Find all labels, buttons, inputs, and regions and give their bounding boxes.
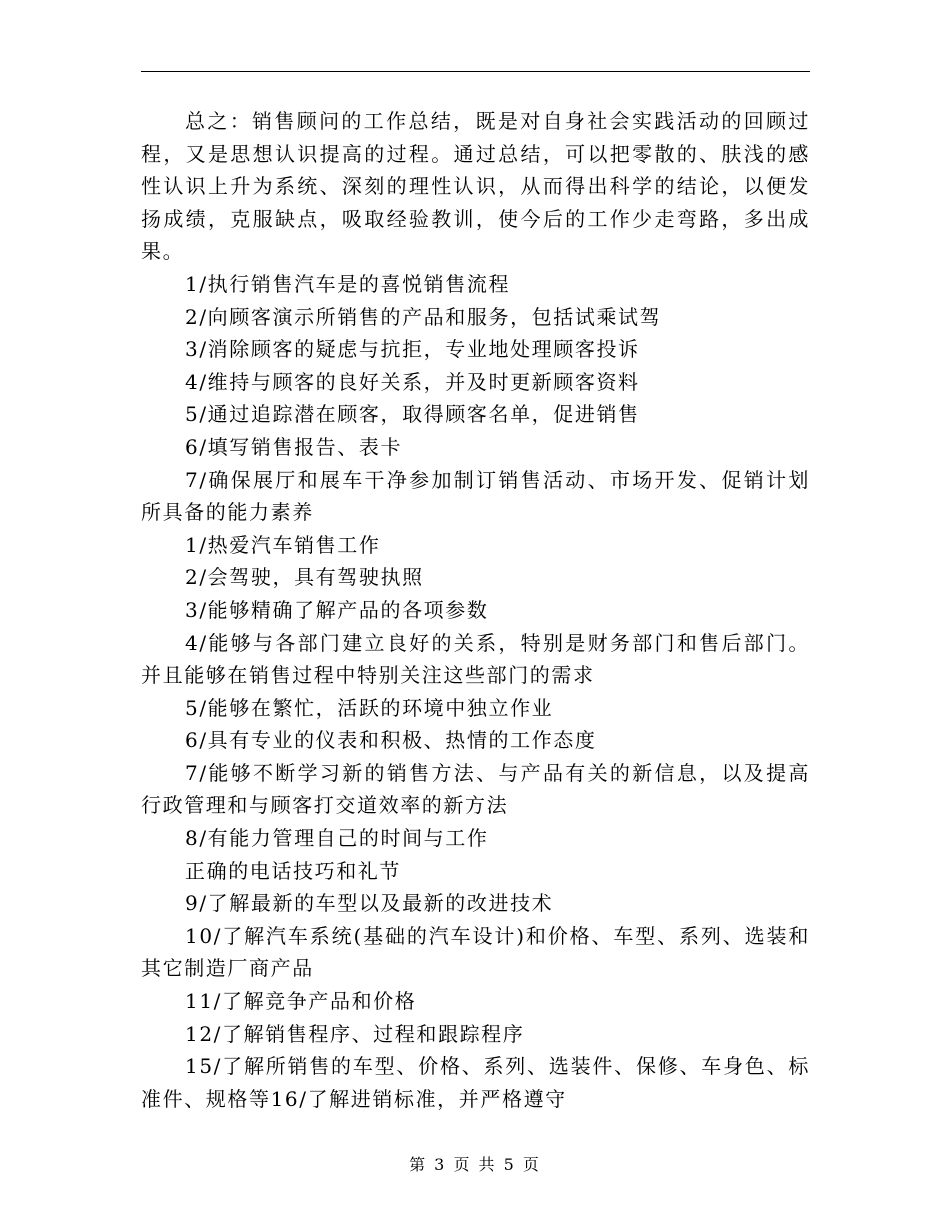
list-item: 1/热爱汽车销售工作 <box>185 532 381 557</box>
list-item: 8/有能力管理自己的时间与工作 <box>185 826 489 851</box>
list-item: 6/具有专业的仪表和积极、热情的工作态度 <box>185 728 597 753</box>
list-item: 12/了解销售程序、过程和跟踪程序 <box>185 1021 525 1046</box>
list-item: 2/会驾驶，具有驾驶执照 <box>185 565 424 590</box>
list-item: 4/能够与各部门建立良好的关系，特别是财务部门和售后部门。并且能够在销售过程中特别关注这些部门的需求 <box>141 630 810 688</box>
list-item: 9/了解最新的车型以及最新的改进技术 <box>185 891 554 916</box>
list-item: 1/执行销售汽车是的喜悦销售流程 <box>185 271 511 296</box>
list-item: 3/消除顾客的疑虑与抗拒，专业地处理顾客投诉 <box>185 337 640 362</box>
list-item: 正确的电话技巧和礼节 <box>185 858 401 883</box>
list-item: 7/能够不断学习新的销售方法、与产品有关的新信息，以及提高行政管理和与顾客打交道效率的新方法 <box>141 760 810 818</box>
list-item: 5/能够在繁忙，活跃的环境中独立作业 <box>185 695 554 720</box>
list-item: 4/维持与顾客的良好关系，并及时更新顾客资料 <box>185 369 640 394</box>
list-item: 2/向顾客演示所销售的产品和服务，包括试乘试驾 <box>185 304 662 329</box>
paragraph-summary: 总之：销售顾问的工作总结，既是对自身社会实践活动的回顾过程，又是思想认识提高的过程。通过总结，可以把零散的、肤浅的感性认识上升为系统、深刻的理性认识，从而得出科学的结论，以便发扬成绩，克服缺点，吸取经验教训，使今后的工作少走弯路，多出成果。 <box>141 109 810 264</box>
list-item: 3/能够精确了解产品的各项参数 <box>185 597 489 622</box>
list-item: 5/通过追踪潜在顾客，取得顾客名单，促进销售 <box>185 402 640 427</box>
list-item: 15/了解所销售的车型、价格、系列、选装件、保修、车身色、标准件、规格等16/了解进销标准，并严格遵守 <box>141 1054 810 1111</box>
list-item: 10/了解汽车系统(基础的汽车设计)和价格、车型、系列、选装和其它制造厂商产品 <box>141 923 810 981</box>
header-rule <box>141 71 810 72</box>
page-number-footer: 第 3 页 共 5 页 <box>409 1155 541 1174</box>
list-item: 11/了解竞争产品和价格 <box>185 989 417 1014</box>
document-body <box>141 105 810 1115</box>
list-item: 6/填写销售报告、表卡 <box>185 434 403 459</box>
list-item: 7/确保展厅和展车干净参加制订销售活动、市场开发、促销计划所具备的能力素养 <box>141 467 810 525</box>
